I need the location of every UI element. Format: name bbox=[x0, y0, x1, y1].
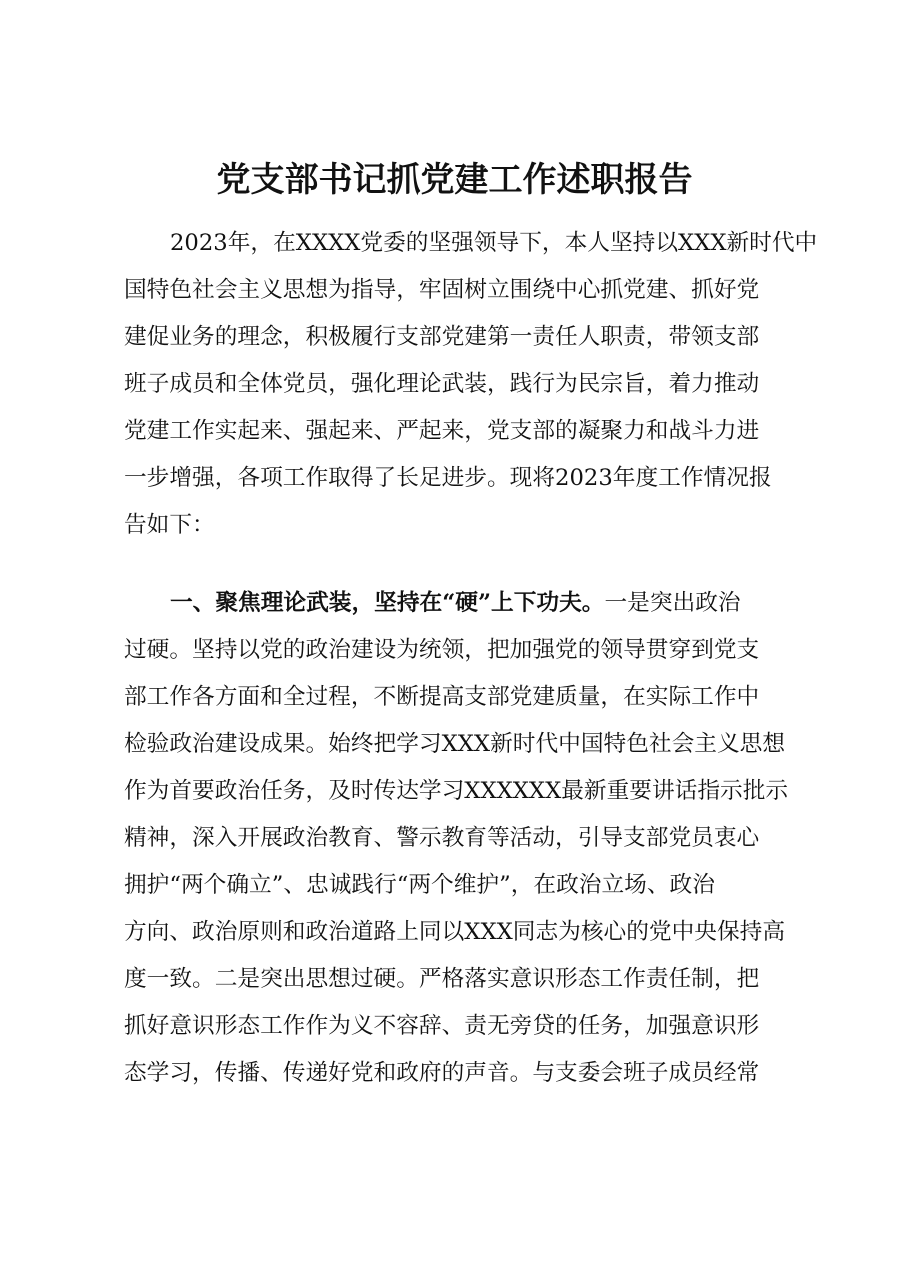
paragraph-line: 度一致。二是突出思想过硬。严格落实意识形态工作责任制，把 bbox=[124, 966, 760, 992]
paragraph-line: 党建工作实起来、强起来、严起来，党支部的凝聚力和战斗力进 bbox=[124, 418, 760, 444]
paragraph-line: 班子成员和全体党员，强化理论武装，践行为民宗旨，着力推动 bbox=[124, 371, 760, 397]
section-heading-continuation: 一是突出政治 bbox=[604, 590, 741, 616]
paragraph-line: 告如下： bbox=[124, 512, 215, 538]
paragraph-line: 部工作各方面和全过程，不断提高支部党建质量，在实际工作中 bbox=[124, 684, 760, 710]
paragraph-line: 检验政治建设成果。始终把学习XXX新时代中国特色社会主义思想 bbox=[124, 731, 786, 757]
paragraph-line: 作为首要政治任务，及时传达学习XXXXXX最新重要讲话指示批示 bbox=[124, 778, 789, 804]
paragraph-line: 抓好意识形态工作作为义不容辞、责无旁贷的任务，加强意识形 bbox=[124, 1013, 760, 1039]
paragraph-line: 2023年，在XXXX党委的坚强领导下，本人坚持以XXX新时代中 bbox=[170, 230, 818, 256]
section-heading-line bbox=[170, 583, 741, 623]
paragraph-line: 过硬。坚持以党的政治建设为统领，把加强党的领导贯穿到党支 bbox=[124, 637, 760, 663]
paragraph-line: 一步增强，各项工作取得了长足进步。现将2023年度工作情况报 bbox=[124, 465, 772, 491]
paragraph-line: 拥护“两个确立”、忠诚践行“两个维护”，在政治立场、政治 bbox=[124, 872, 715, 898]
paragraph-line: 国特色社会主义思想为指导，牢固树立围绕中心抓党建、抓好党 bbox=[124, 277, 760, 303]
paragraph-line: 精神，深入开展政治教育、警示教育等活动，引导支部党员衷心 bbox=[124, 825, 760, 851]
paragraph-line: 建促业务的理念，积极履行支部党建第一责任人职责，带领支部 bbox=[124, 324, 760, 350]
section-heading: 一、聚焦理论武装，坚持在“硬”上下功夫。 bbox=[170, 590, 605, 616]
paragraph-line: 态学习，传播、传递好党和政府的声音。与支委会班子成员经常 bbox=[124, 1060, 760, 1086]
paragraph-line: 方向、政治原则和政治道路上同以XXX同志为核心的党中央保持高 bbox=[124, 919, 786, 945]
document-title: 党支部书记抓党建工作述职报告 bbox=[216, 160, 693, 200]
